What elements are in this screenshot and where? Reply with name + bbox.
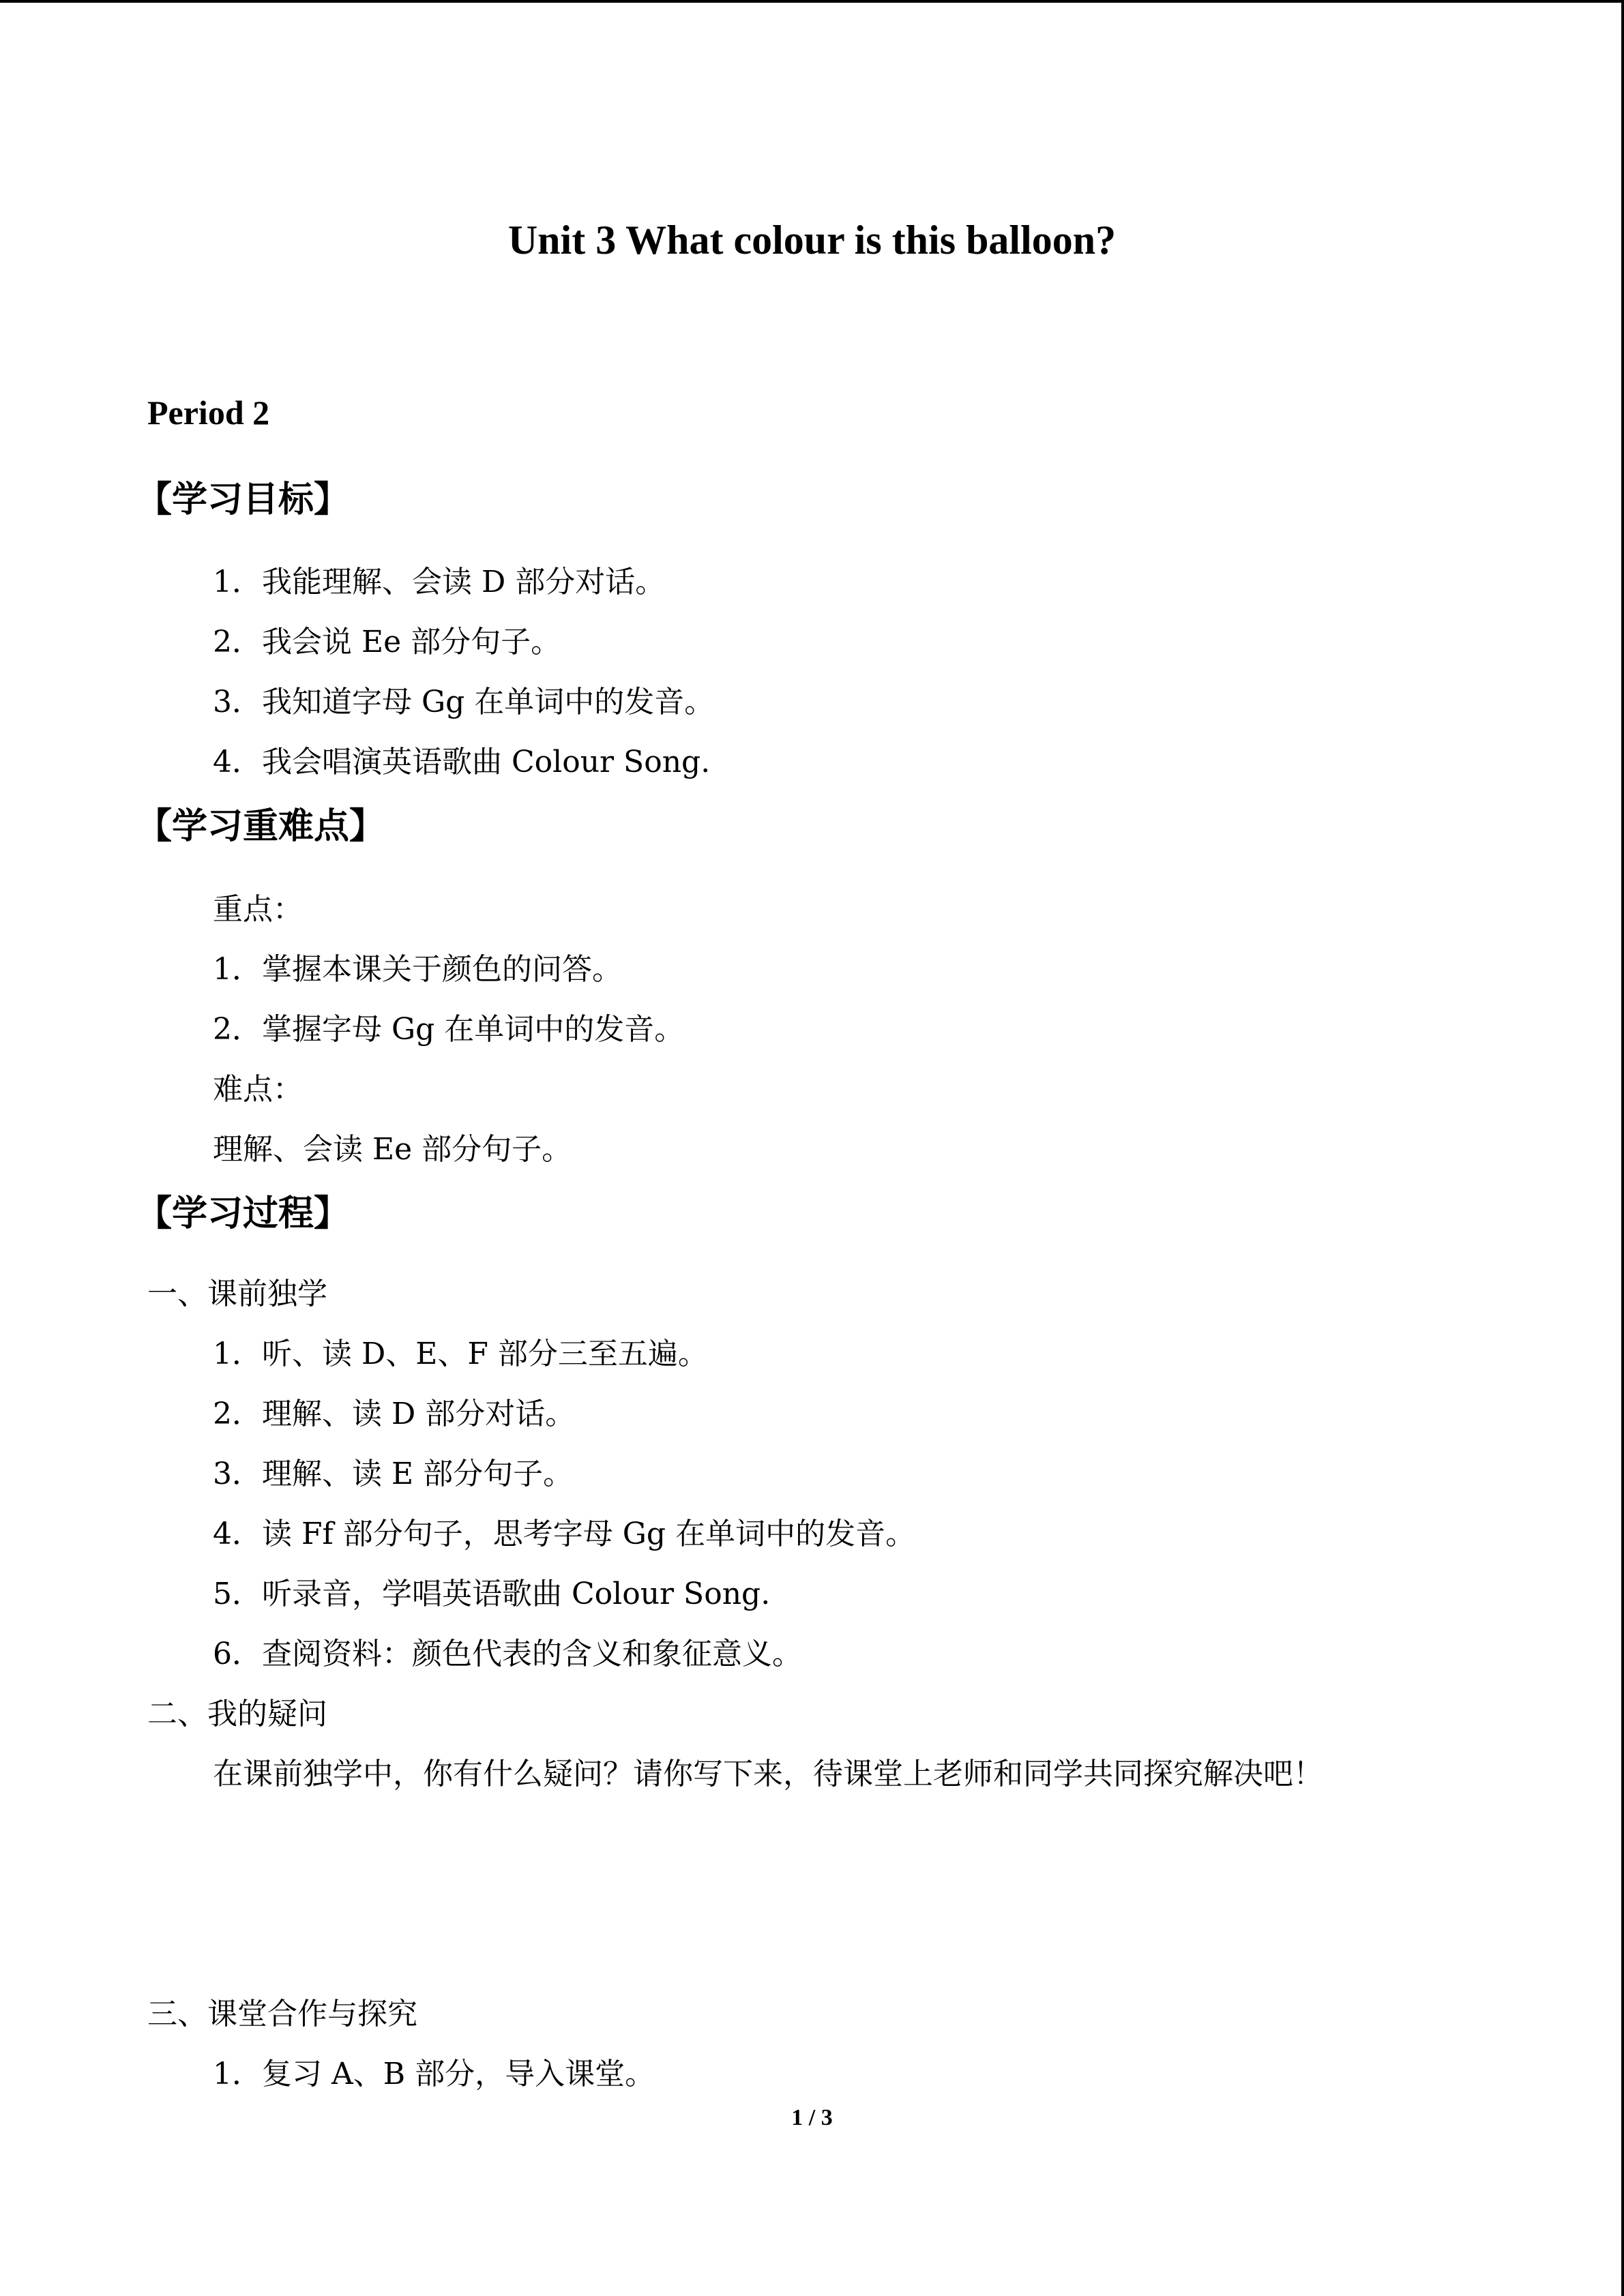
part1-item: 5．听录音，学唱英语歌曲 Colour Song. bbox=[213, 1577, 771, 1611]
goal-item: 4．我会唱演英语歌曲 Colour Song. bbox=[213, 745, 711, 779]
period-label: Period 2 bbox=[147, 393, 270, 432]
part1-title: 一、课前独学 bbox=[147, 1277, 327, 1311]
key-item: 2．掌握字母 Gg 在单词中的发音。 bbox=[213, 1012, 685, 1047]
process-heading: 【学习过程】 bbox=[136, 1193, 350, 1234]
part1-item: 4．读 Ff 部分句子，思考字母 Gg 在单词中的发音。 bbox=[213, 1517, 916, 1551]
goals-heading: 【学习目标】 bbox=[136, 479, 350, 520]
page-border-right bbox=[1621, 0, 1624, 2296]
part1-item: 6．查阅资料：颜色代表的含义和象征意义。 bbox=[213, 1637, 802, 1671]
part1-item: 2．理解、读 D 部分对话。 bbox=[213, 1397, 576, 1431]
goal-item: 1．我能理解、会读 D 部分对话。 bbox=[213, 565, 666, 599]
page-number: 1 / 3 bbox=[791, 2105, 833, 2130]
document-title: Unit 3 What colour is this balloon? bbox=[507, 218, 1117, 263]
goal-item: 2．我会说 Ee 部分句子。 bbox=[213, 625, 561, 659]
part3-item: 1．复习 A、B 部分，导入课堂。 bbox=[213, 2057, 655, 2091]
key-item: 1．掌握本课关于颜色的问答。 bbox=[213, 952, 622, 987]
part2-text: 在课前独学中，你有什么疑问？请你写下来，待课堂上老师和同学共同探究解决吧！ bbox=[213, 1757, 1323, 1791]
page-border-top bbox=[0, 0, 1624, 3]
part3-title: 三、课堂合作与探究 bbox=[147, 1997, 417, 2031]
key-label: 重点： bbox=[213, 892, 303, 927]
goal-item: 3．我知道字母 Gg 在单词中的发音。 bbox=[213, 685, 715, 719]
difficult-text: 理解、会读 Ee 部分句子。 bbox=[213, 1132, 572, 1167]
key-points-heading: 【学习重难点】 bbox=[136, 806, 385, 847]
part1-item: 1．听、读 D、E、F 部分三至五遍。 bbox=[213, 1337, 708, 1371]
part1-item: 3．理解、读 E 部分句子。 bbox=[213, 1457, 574, 1491]
part2-title: 二、我的疑问 bbox=[147, 1697, 327, 1731]
difficult-label: 难点： bbox=[213, 1072, 303, 1107]
